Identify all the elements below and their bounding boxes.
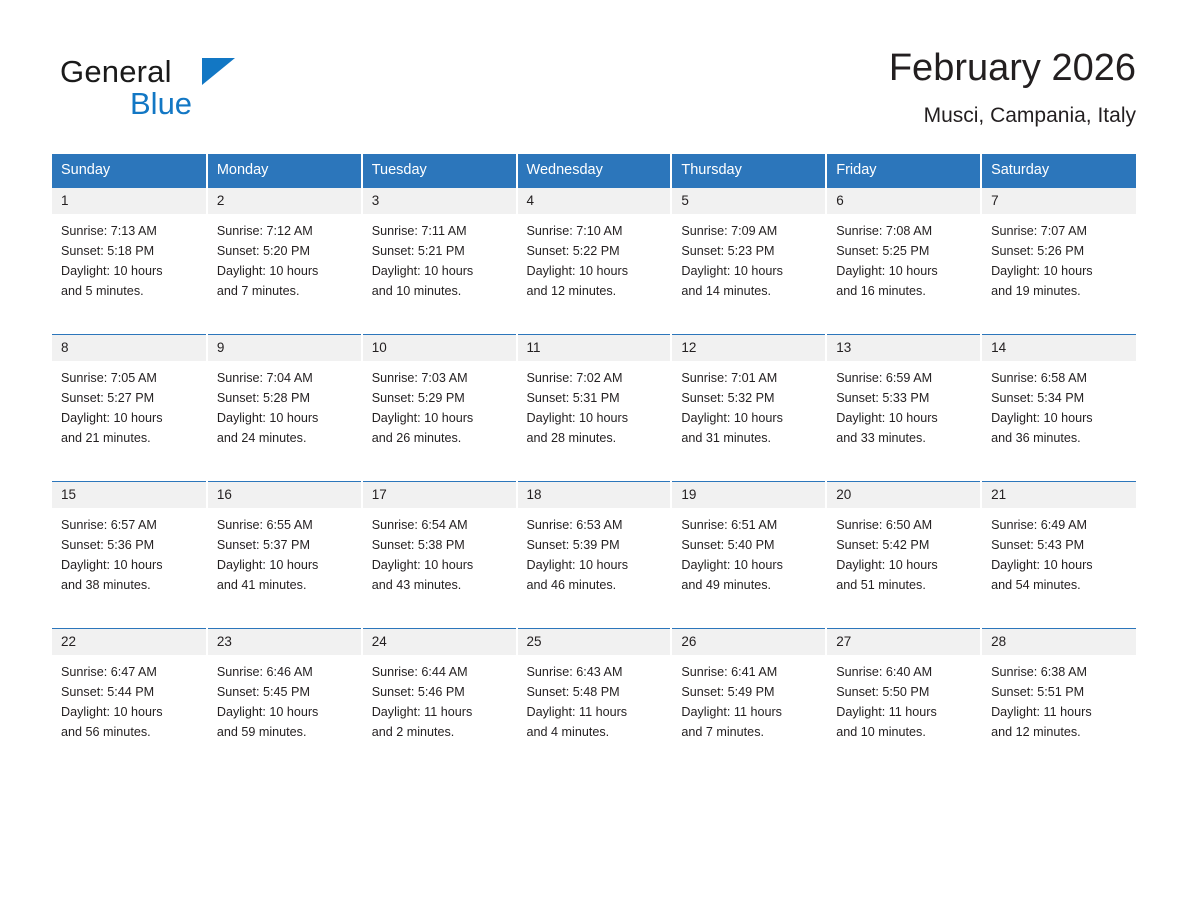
calendar-day-cell[interactable] xyxy=(671,481,826,628)
daylight-text-line2: and 59 minutes. xyxy=(216,724,307,739)
sunrise-text: Sunrise: 7:13 AM xyxy=(61,223,157,238)
day-details xyxy=(518,508,671,595)
day-number: 17 xyxy=(363,482,516,508)
sunrise-text: Sunrise: 7:11 AM xyxy=(371,223,467,238)
sunrise-sunset-calendar xyxy=(52,154,1136,775)
day-number: 4 xyxy=(518,188,671,214)
calendar-day-cell[interactable] xyxy=(207,187,362,334)
sunrise-text: Sunrise: 6:38 AM xyxy=(991,664,1087,679)
calendar-day-cell[interactable] xyxy=(517,187,672,334)
sunrise-text: Sunrise: 7:08 AM xyxy=(836,223,933,238)
calendar-day-cell[interactable] xyxy=(517,628,672,775)
day-number: 22 xyxy=(52,629,206,655)
daylight-text-line1: Daylight: 10 hours xyxy=(991,263,1093,278)
day-details xyxy=(363,655,516,742)
sunset-text: Sunset: 5:27 PM xyxy=(61,390,155,405)
daylight-text-line2: and 19 minutes. xyxy=(991,283,1081,298)
daylight-text-line2: and 12 minutes. xyxy=(991,724,1081,739)
daylight-text-line1: Daylight: 11 hours xyxy=(371,704,473,719)
calendar-week-row xyxy=(52,187,1136,334)
daylight-text-line1: Daylight: 10 hours xyxy=(836,410,938,425)
daylight-text-line1: Daylight: 10 hours xyxy=(216,410,319,425)
day-number: 25 xyxy=(518,629,671,655)
day-details xyxy=(982,655,1136,742)
daylight-text-line2: and 28 minutes. xyxy=(526,430,617,445)
day-number: 1 xyxy=(52,188,206,214)
sunrise-text: Sunrise: 7:12 AM xyxy=(216,223,313,238)
day-number: 21 xyxy=(982,482,1136,508)
sunset-text: Sunset: 5:48 PM xyxy=(526,684,620,699)
calendar-day-cell[interactable] xyxy=(52,187,207,334)
calendar-week-row xyxy=(52,334,1136,481)
weekday-header-row xyxy=(52,154,1136,188)
calendar-day-cell[interactable] xyxy=(517,481,672,628)
sunset-text: Sunset: 5:26 PM xyxy=(991,243,1085,258)
weekday-header-sunday: Sunday xyxy=(52,154,207,188)
sunset-text: Sunset: 5:34 PM xyxy=(991,390,1085,405)
daylight-text-line1: Daylight: 11 hours xyxy=(991,704,1092,719)
day-number: 5 xyxy=(672,188,825,214)
calendar-day-cell[interactable] xyxy=(362,187,517,334)
daylight-text-line2: and 5 minutes. xyxy=(61,283,144,298)
day-details xyxy=(672,655,825,742)
calendar-day-cell[interactable] xyxy=(207,334,362,481)
day-details xyxy=(982,508,1136,595)
day-details xyxy=(518,214,671,301)
page-title: February 2026 xyxy=(888,47,1136,89)
day-details xyxy=(52,361,206,448)
daylight-text-line1: Daylight: 10 hours xyxy=(216,557,319,572)
sunset-text: Sunset: 5:42 PM xyxy=(836,537,930,552)
daylight-text-line1: Daylight: 10 hours xyxy=(836,557,938,572)
day-number: 13 xyxy=(827,335,980,361)
day-details xyxy=(518,655,671,742)
daylight-text-line1: Daylight: 10 hours xyxy=(61,557,163,572)
sunset-text: Sunset: 5:21 PM xyxy=(371,243,465,258)
calendar-day-cell[interactable] xyxy=(52,334,207,481)
sunrise-text: Sunrise: 6:51 AM xyxy=(681,517,778,532)
daylight-text-line2: and 38 minutes. xyxy=(61,577,151,592)
sunset-text: Sunset: 5:22 PM xyxy=(526,243,620,258)
daylight-text-line2: and 54 minutes. xyxy=(991,577,1081,592)
calendar-day-cell[interactable] xyxy=(826,334,981,481)
daylight-text-line2: and 43 minutes. xyxy=(371,577,462,592)
sunrise-text: Sunrise: 7:03 AM xyxy=(371,370,468,385)
calendar-day-cell[interactable] xyxy=(981,628,1136,775)
sunrise-text: Sunrise: 7:10 AM xyxy=(526,223,623,238)
day-details xyxy=(827,508,980,595)
day-number: 3 xyxy=(363,188,516,214)
daylight-text-line2: and 2 minutes. xyxy=(371,724,455,739)
daylight-text-line2: and 21 minutes. xyxy=(61,430,151,445)
day-details xyxy=(363,508,516,595)
day-number: 19 xyxy=(672,482,825,508)
calendar-week-row xyxy=(52,628,1136,775)
day-number: 27 xyxy=(827,629,980,655)
logo-text-blue: Blue xyxy=(130,86,193,121)
day-details xyxy=(52,508,206,595)
sunrise-text: Sunrise: 6:40 AM xyxy=(836,664,933,679)
sunset-text: Sunset: 5:32 PM xyxy=(681,390,775,405)
daylight-text-line1: Daylight: 10 hours xyxy=(526,263,629,278)
daylight-text-line2: and 31 minutes. xyxy=(681,430,771,445)
calendar-day-cell[interactable] xyxy=(362,628,517,775)
day-details xyxy=(827,214,980,301)
sunset-text: Sunset: 5:23 PM xyxy=(681,243,775,258)
sunset-text: Sunset: 5:18 PM xyxy=(61,243,155,258)
daylight-text-line2: and 51 minutes. xyxy=(836,577,926,592)
title-block xyxy=(889,46,1136,128)
daylight-text-line1: Daylight: 10 hours xyxy=(61,263,163,278)
day-number: 24 xyxy=(363,629,516,655)
sunset-text: Sunset: 5:50 PM xyxy=(836,684,930,699)
daylight-text-line1: Daylight: 10 hours xyxy=(991,410,1093,425)
sunset-text: Sunset: 5:29 PM xyxy=(371,390,465,405)
daylight-text-line1: Daylight: 10 hours xyxy=(371,410,474,425)
sunrise-text: Sunrise: 6:50 AM xyxy=(836,517,933,532)
calendar-day-cell[interactable] xyxy=(671,628,826,775)
calendar-day-cell[interactable] xyxy=(981,187,1136,334)
daylight-text-line1: Daylight: 10 hours xyxy=(681,263,783,278)
sunrise-text: Sunrise: 6:53 AM xyxy=(526,517,623,532)
calendar-day-cell[interactable] xyxy=(52,628,207,775)
daylight-text-line1: Daylight: 10 hours xyxy=(371,557,474,572)
daylight-text-line1: Daylight: 11 hours xyxy=(836,704,937,719)
daylight-text-line2: and 16 minutes. xyxy=(836,283,926,298)
day-number: 28 xyxy=(982,629,1136,655)
daylight-text-line2: and 10 minutes. xyxy=(836,724,926,739)
calendar-day-cell[interactable] xyxy=(52,481,207,628)
calendar-day-cell[interactable] xyxy=(981,481,1136,628)
sunset-text: Sunset: 5:46 PM xyxy=(371,684,465,699)
daylight-text-line1: Daylight: 11 hours xyxy=(526,704,628,719)
sunrise-text: Sunrise: 6:49 AM xyxy=(991,517,1087,532)
day-details xyxy=(518,361,671,448)
sunrise-text: Sunrise: 7:02 AM xyxy=(526,370,623,385)
daylight-text-line1: Daylight: 10 hours xyxy=(526,410,629,425)
daylight-text-line2: and 26 minutes. xyxy=(371,430,462,445)
day-details xyxy=(672,508,825,595)
weekday-header-monday: Monday xyxy=(207,154,362,188)
daylight-text-line1: Daylight: 10 hours xyxy=(836,263,938,278)
calendar-day-cell[interactable] xyxy=(981,334,1136,481)
daylight-text-line2: and 24 minutes. xyxy=(216,430,307,445)
daylight-text-line1: Daylight: 10 hours xyxy=(216,704,319,719)
daylight-text-line2: and 14 minutes. xyxy=(681,283,771,298)
weekday-header-friday: Friday xyxy=(826,154,981,188)
day-number: 2 xyxy=(208,188,361,214)
day-details xyxy=(672,361,825,448)
sunset-text: Sunset: 5:51 PM xyxy=(991,684,1085,699)
day-details xyxy=(363,214,516,301)
daylight-text-line2: and 10 minutes. xyxy=(371,283,462,298)
calendar-day-cell[interactable] xyxy=(826,481,981,628)
day-details xyxy=(208,361,361,448)
sunset-text: Sunset: 5:39 PM xyxy=(526,537,620,552)
generalblue-logo[interactable] xyxy=(52,46,272,121)
calendar-day-cell[interactable] xyxy=(207,628,362,775)
day-number: 26 xyxy=(672,629,825,655)
day-number: 11 xyxy=(518,335,671,361)
weekday-header-tuesday: Tuesday xyxy=(362,154,517,188)
sunrise-text: Sunrise: 6:47 AM xyxy=(61,664,157,679)
sunrise-text: Sunrise: 7:05 AM xyxy=(61,370,157,385)
daylight-text-line1: Daylight: 10 hours xyxy=(526,557,629,572)
day-number: 16 xyxy=(208,482,361,508)
day-details xyxy=(827,361,980,448)
sunset-text: Sunset: 5:44 PM xyxy=(61,684,155,699)
sunrise-text: Sunrise: 7:01 AM xyxy=(681,370,778,385)
logo-triangle-icon xyxy=(202,58,235,85)
daylight-text-line1: Daylight: 10 hours xyxy=(991,557,1093,572)
sunrise-text: Sunrise: 6:57 AM xyxy=(61,517,157,532)
daylight-text-line2: and 33 minutes. xyxy=(836,430,926,445)
sunset-text: Sunset: 5:25 PM xyxy=(836,243,930,258)
daylight-text-line1: Daylight: 11 hours xyxy=(681,704,782,719)
weekday-header-wednesday: Wednesday xyxy=(517,154,672,188)
sunset-text: Sunset: 5:20 PM xyxy=(216,243,310,258)
daylight-text-line1: Daylight: 10 hours xyxy=(61,704,163,719)
sunset-text: Sunset: 5:40 PM xyxy=(681,537,775,552)
day-number: 6 xyxy=(827,188,980,214)
day-number: 10 xyxy=(363,335,516,361)
calendar-day-cell[interactable] xyxy=(826,187,981,334)
daylight-text-line2: and 4 minutes. xyxy=(526,724,610,739)
day-number: 20 xyxy=(827,482,980,508)
daylight-text-line1: Daylight: 10 hours xyxy=(61,410,163,425)
calendar-day-cell[interactable] xyxy=(517,334,672,481)
day-details xyxy=(208,214,361,301)
sunset-text: Sunset: 5:36 PM xyxy=(61,537,155,552)
sunrise-text: Sunrise: 6:41 AM xyxy=(681,664,778,679)
daylight-text-line2: and 7 minutes. xyxy=(681,724,764,739)
location-subtitle: Musci, Campania, Italy xyxy=(923,103,1136,127)
calendar-day-cell[interactable] xyxy=(671,334,826,481)
daylight-text-line1: Daylight: 10 hours xyxy=(681,410,783,425)
day-details xyxy=(363,361,516,448)
sunset-text: Sunset: 5:31 PM xyxy=(526,390,620,405)
sunrise-text: Sunrise: 6:58 AM xyxy=(991,370,1087,385)
daylight-text-line1: Daylight: 10 hours xyxy=(681,557,783,572)
day-number: 7 xyxy=(982,188,1136,214)
weekday-header-thursday: Thursday xyxy=(671,154,826,188)
day-details xyxy=(672,214,825,301)
daylight-text-line2: and 7 minutes. xyxy=(216,283,300,298)
sunset-text: Sunset: 5:38 PM xyxy=(371,537,465,552)
calendar-day-cell[interactable] xyxy=(826,628,981,775)
sunrise-text: Sunrise: 7:09 AM xyxy=(681,223,778,238)
day-number: 12 xyxy=(672,335,825,361)
logo-text-general: General xyxy=(60,54,172,89)
daylight-text-line2: and 36 minutes. xyxy=(991,430,1081,445)
day-details xyxy=(208,655,361,742)
daylight-text-line2: and 56 minutes. xyxy=(61,724,151,739)
sunrise-text: Sunrise: 7:07 AM xyxy=(991,223,1087,238)
daylight-text-line1: Daylight: 10 hours xyxy=(216,263,319,278)
sunrise-text: Sunrise: 6:44 AM xyxy=(371,664,468,679)
sunset-text: Sunset: 5:28 PM xyxy=(216,390,310,405)
sunrise-text: Sunrise: 6:59 AM xyxy=(836,370,933,385)
sunrise-text: Sunrise: 6:43 AM xyxy=(526,664,623,679)
daylight-text-line2: and 46 minutes. xyxy=(526,577,617,592)
day-details xyxy=(982,361,1136,448)
sunset-text: Sunset: 5:49 PM xyxy=(681,684,775,699)
sunrise-text: Sunrise: 7:04 AM xyxy=(216,370,313,385)
weekday-header-saturday: Saturday xyxy=(981,154,1136,188)
page-header xyxy=(52,0,1136,128)
day-details xyxy=(52,214,206,301)
day-number: 23 xyxy=(208,629,361,655)
day-details xyxy=(208,508,361,595)
sunset-text: Sunset: 5:37 PM xyxy=(216,537,310,552)
day-details xyxy=(827,655,980,742)
sunrise-text: Sunrise: 6:55 AM xyxy=(216,517,313,532)
day-details xyxy=(52,655,206,742)
day-number: 15 xyxy=(52,482,206,508)
daylight-text-line2: and 12 minutes. xyxy=(526,283,617,298)
daylight-text-line2: and 49 minutes. xyxy=(681,577,771,592)
calendar-week-row xyxy=(52,481,1136,628)
day-number: 8 xyxy=(52,335,206,361)
day-details xyxy=(982,214,1136,301)
daylight-text-line2: and 41 minutes. xyxy=(216,577,307,592)
day-number: 9 xyxy=(208,335,361,361)
calendar-day-cell[interactable] xyxy=(671,187,826,334)
day-number: 14 xyxy=(982,335,1136,361)
day-number: 18 xyxy=(518,482,671,508)
calendar-day-cell[interactable] xyxy=(207,481,362,628)
sunset-text: Sunset: 5:45 PM xyxy=(216,684,310,699)
calendar-day-cell[interactable] xyxy=(362,481,517,628)
calendar-day-cell[interactable] xyxy=(362,334,517,481)
daylight-text-line1: Daylight: 10 hours xyxy=(371,263,474,278)
sunset-text: Sunset: 5:43 PM xyxy=(991,537,1085,552)
sunset-text: Sunset: 5:33 PM xyxy=(836,390,930,405)
sunrise-text: Sunrise: 6:54 AM xyxy=(371,517,468,532)
sunrise-text: Sunrise: 6:46 AM xyxy=(216,664,313,679)
